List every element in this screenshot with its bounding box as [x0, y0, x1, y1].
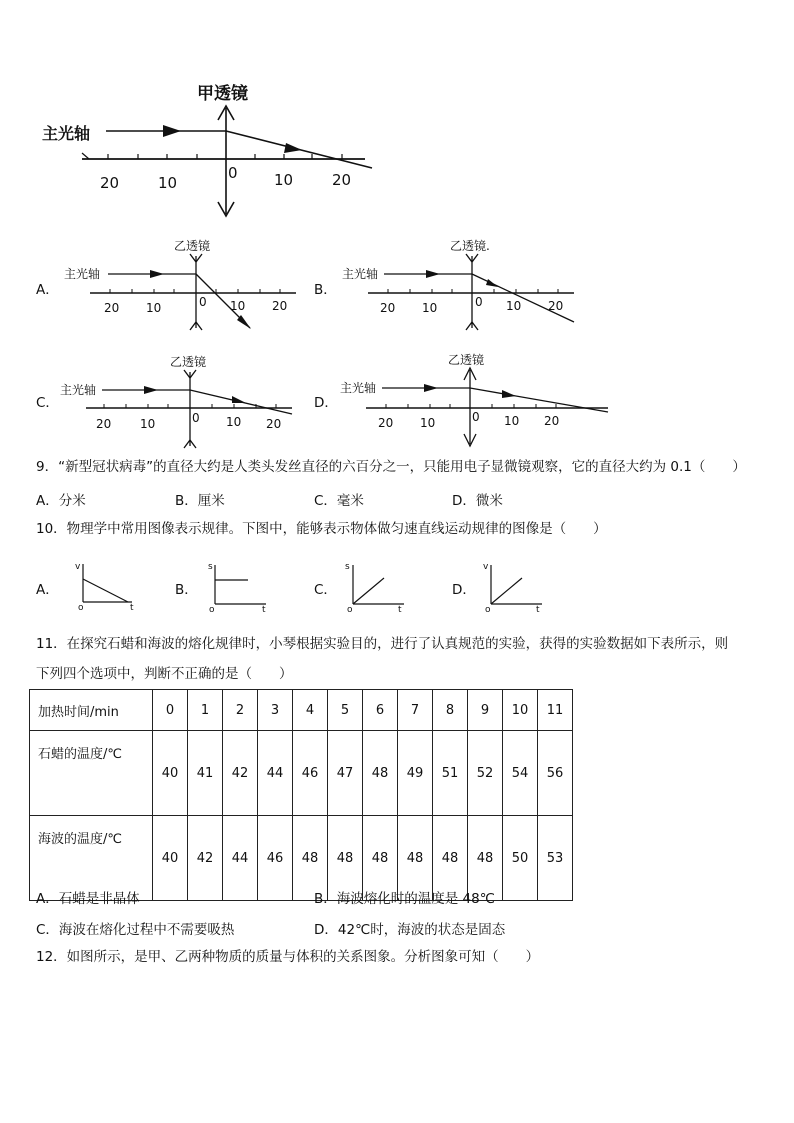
table-cell: 48 — [433, 816, 468, 901]
principal-axis-label: 主光轴 — [64, 267, 101, 281]
table-cell: 40 — [153, 731, 188, 816]
lens-label: 乙透镜 — [448, 353, 485, 367]
option-letter: C． — [314, 582, 337, 598]
table-cell: 48 — [293, 816, 328, 901]
axis-y-label: v — [483, 562, 489, 572]
answer-option: D．42℃时，海波的状态是固态 — [314, 922, 506, 938]
tick-label: 10 — [504, 414, 520, 428]
table-cell: 44 — [258, 731, 293, 816]
table-cell: 3 — [258, 690, 293, 731]
tick-label: 10 — [140, 417, 156, 431]
table-cell: 44 — [223, 816, 258, 901]
tick-label: 20 — [96, 417, 112, 431]
table-cell: 49 — [398, 731, 433, 816]
tick-label: 10 — [226, 415, 242, 429]
tick-label: 10 — [158, 174, 178, 192]
answer-option: C．毫米 — [314, 493, 364, 509]
axis-y-label: s — [345, 562, 350, 572]
tick-label: 20 — [100, 174, 120, 192]
table-cell: 42 — [188, 816, 223, 901]
tick-label: 20 — [544, 414, 560, 428]
origin-label: o — [347, 605, 353, 613]
question-11-stem-line2: 下列四个选项中，判断不正确的是（ ） — [36, 666, 293, 682]
tick-label: 10 — [420, 416, 436, 430]
table-cell: 6 — [363, 690, 398, 731]
option-letter: B． — [175, 582, 198, 598]
tick-label: 20 — [266, 417, 282, 431]
table-header-label: 加热时间/min — [30, 690, 153, 731]
tick-label: 0 — [475, 295, 483, 309]
tick-label: 20 — [548, 299, 564, 313]
origin-label: o — [78, 603, 84, 613]
lens-label: 甲透镜 — [197, 84, 248, 104]
table-cell: 48 — [468, 816, 503, 901]
table-cell: 46 — [293, 731, 328, 816]
table-cell: 47 — [328, 731, 363, 816]
lens-label: 乙透镜. — [450, 239, 490, 253]
table-row — [30, 690, 573, 731]
row-label-hypo: 海波的温度/℃ — [30, 816, 153, 901]
axis-y-label: v — [75, 562, 81, 572]
answer-option: B．海波熔化时的温度是 48℃ — [314, 891, 495, 907]
table-cell: 53 — [538, 816, 573, 901]
st-graph-option-b — [204, 559, 274, 613]
origin-label: o — [209, 605, 215, 613]
answer-option: D．微米 — [452, 493, 503, 509]
question-12-stem: 12．如图所示，是甲、乙两种物质的质量与体积的关系图象。分析图象可知（ ） — [36, 949, 540, 965]
table-cell: 2 — [223, 690, 258, 731]
axis-x-label: t — [130, 603, 134, 613]
tick-label: 10 — [230, 299, 246, 313]
origin-label: o — [485, 605, 491, 613]
table-cell: 9 — [468, 690, 503, 731]
lens-diagram-option-a — [60, 234, 310, 334]
table-cell: 48 — [363, 731, 398, 816]
vt-graph-option-a — [70, 559, 140, 613]
table-cell: 7 — [398, 690, 433, 731]
principal-axis-label: 主光轴 — [340, 381, 377, 395]
axis-x-label: t — [398, 605, 402, 613]
option-letter: D． — [314, 395, 338, 411]
answer-option: B．厘米 — [175, 493, 225, 509]
tick-label: 20 — [380, 301, 396, 315]
table-cell: 10 — [503, 690, 538, 731]
lens-diagram-option-d — [336, 348, 616, 448]
table-cell: 1 — [188, 690, 223, 731]
lens-label: 乙透镜 — [170, 355, 207, 369]
table-cell: 48 — [328, 816, 363, 901]
principal-axis-label: 主光轴 — [60, 383, 97, 397]
answer-option: A．石蜡是非晶体 — [36, 891, 140, 907]
option-letter: B． — [314, 282, 337, 298]
melting-data-table — [29, 689, 573, 901]
answer-option: A．分米 — [36, 493, 86, 509]
table-cell: 56 — [538, 731, 573, 816]
principal-axis-label: 主光轴 — [42, 124, 91, 143]
tick-label: 10 — [146, 301, 162, 315]
tick-label: 10 — [506, 299, 522, 313]
tick-label: 20 — [332, 171, 352, 189]
option-letter: A． — [36, 582, 59, 598]
tick-label: 10 — [274, 171, 294, 189]
answer-option: C．海波在熔化过程中不需要吸热 — [36, 922, 235, 938]
question-9-stem: 9．“新型冠状病毒”的直径大约是人类头发丝直径的六百分之一，只能用电子显微镜观察，它的直径大约为 0.1（ ） — [36, 459, 746, 475]
table-cell: 48 — [363, 816, 398, 901]
lens-label: 乙透镜 — [174, 239, 211, 253]
table-cell: 42 — [223, 731, 258, 816]
table-cell: 54 — [503, 731, 538, 816]
tick-label: 20 — [378, 416, 394, 430]
table-cell: 0 — [153, 690, 188, 731]
table-cell: 41 — [188, 731, 223, 816]
lens-diagram-jia — [40, 78, 390, 220]
tick-label: 20 — [104, 301, 120, 315]
table-cell: 48 — [398, 816, 433, 901]
table-cell: 5 — [328, 690, 363, 731]
table-cell: 11 — [538, 690, 573, 731]
table-cell: 4 — [293, 690, 328, 731]
option-letter: A． — [36, 282, 59, 298]
tick-label: 10 — [422, 301, 438, 315]
table-cell: 51 — [433, 731, 468, 816]
lens-diagram-option-c — [56, 350, 306, 450]
axis-x-label: t — [536, 605, 540, 613]
table-cell: 52 — [468, 731, 503, 816]
axis-y-label: s — [208, 562, 213, 572]
tick-label: 0 — [192, 411, 200, 425]
axis-x-label: t — [262, 605, 266, 613]
tick-label: 20 — [272, 299, 288, 313]
principal-axis-label: 主光轴 — [342, 267, 379, 281]
table-row — [30, 731, 573, 816]
option-letter: C． — [36, 395, 59, 411]
tick-label: 0 — [228, 164, 238, 182]
table-cell: 40 — [153, 816, 188, 901]
table-cell: 46 — [258, 816, 293, 901]
lens-diagram-option-b — [338, 234, 588, 334]
option-letter: D． — [452, 582, 476, 598]
tick-label: 0 — [199, 295, 207, 309]
question-10-stem: 10．物理学中常用图像表示规律。下图中，能够表示物体做匀速直线运动规律的图像是（ ） — [36, 521, 607, 537]
table-cell: 50 — [503, 816, 538, 901]
row-label-paraffin: 石蜡的温度/℃ — [30, 731, 153, 816]
question-11-stem-line1: 11．在探究石蜡和海波的熔化规律时，小琴根据实验目的，进行了认真规范的实验，获得的实验数据如下表所示，则 — [36, 636, 729, 652]
st-graph-option-c — [342, 559, 412, 613]
vt-graph-option-d — [480, 559, 550, 613]
tick-label: 0 — [472, 410, 480, 424]
table-cell: 8 — [433, 690, 468, 731]
